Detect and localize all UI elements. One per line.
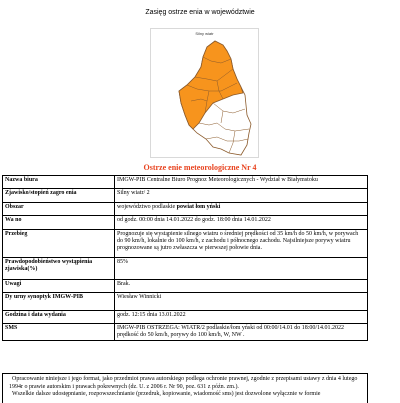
warning-details-table xyxy=(2,175,368,341)
area-county: powiat łom yński xyxy=(176,204,221,210)
row-value: Prognozuje się wystąpienie silnego wiatru o średniej prędkości od 35 km/h do 50 km/h, w porywach do 90 km/h, lokalnie do 100 km/h, z zachodu i północnego zachodu. Najsilniejsze porywy wiatru prognozowane są jutro zwłaszcza w pierwszej połowie dnia. xyxy=(115,230,368,258)
row-label: Nazwa biura xyxy=(3,176,115,189)
row-sms xyxy=(3,324,368,341)
row-label: Wa no xyxy=(3,216,115,230)
row-office xyxy=(3,176,368,189)
row-phenomenon xyxy=(3,189,368,203)
row-value: godz. 12:15 dnia 13.01.2022 xyxy=(115,311,368,324)
row-label: SMS xyxy=(3,324,115,341)
warning-title: Ostrze enie meteorologiczne Nr 4 xyxy=(143,163,257,172)
row-label: Uwagi xyxy=(3,280,115,293)
row-label: Zjawisko/stopień zagro enia xyxy=(3,189,115,203)
voivodeship-map-graphic xyxy=(151,29,258,157)
row-validity xyxy=(3,216,368,230)
row-label: Dy urny synoptyk IMGW-PIB xyxy=(3,293,115,311)
row-value: od godz. 00:00 dnia 14.01.2022 do godz. 18:00 dnia 14.01.2022 xyxy=(115,216,368,230)
area-prefix: województwo podlaskie xyxy=(117,204,177,210)
warning-map xyxy=(150,28,259,158)
row-label: Godzina i data wydania xyxy=(3,311,115,324)
copyright-paragraph-2: Wszelkie dalsze udostępnianie, rozpowszechnianie (przedruk, kopiowanie, wiadomość sms) jest dozwolone wyłącznie w formie xyxy=(12,391,321,397)
copyright-notice xyxy=(2,373,368,403)
row-value: Wiesław Winnicki xyxy=(115,293,368,311)
row-label: Prawdopodobieństwo wystąpienia zjawiska(%) xyxy=(3,258,115,280)
row-label: Obszar xyxy=(3,203,115,216)
row-label: Przebieg xyxy=(3,230,115,258)
row-remarks xyxy=(3,280,368,293)
map-title: Zasięg ostrze enia w województwie xyxy=(145,9,255,16)
row-forecaster xyxy=(3,293,368,311)
map-label: Silny wiatr xyxy=(195,31,214,36)
row-value: IMGW-PIB OSTRZEGA: WIATR/2 podlaskie/łom yński od 00:00/14.01 do 18:00/14.01.2022 prędkość do 50 km/h, porywy do 100 km/h, W, NW . xyxy=(115,324,368,341)
copyright-paragraph-1: Opracowanie niniejsze i jego format, jako przedmiot prawa autorskiego podlega ochronie prawnej, zgodnie z przepisami ustawy z dnia 4 lutego 1994r o prawie autorskim i prawach pokrewnych (dz. U. z 2006 r. Nr 90, poz. 631 z późn. zm.). xyxy=(9,376,358,390)
row-probability xyxy=(3,258,368,280)
row-value: Brak. xyxy=(115,280,368,293)
row-value: Silny wiatr/ 2 xyxy=(115,189,368,203)
row-course xyxy=(3,230,368,258)
row-value: IMGW-PIB Centralne Biuro Prognoz Meteorologicznych - Wydział w Białymstoku xyxy=(115,176,368,189)
row-issue-time xyxy=(3,311,368,324)
row-value: 85% xyxy=(115,258,368,280)
row-value xyxy=(115,203,368,216)
row-area xyxy=(3,203,368,216)
